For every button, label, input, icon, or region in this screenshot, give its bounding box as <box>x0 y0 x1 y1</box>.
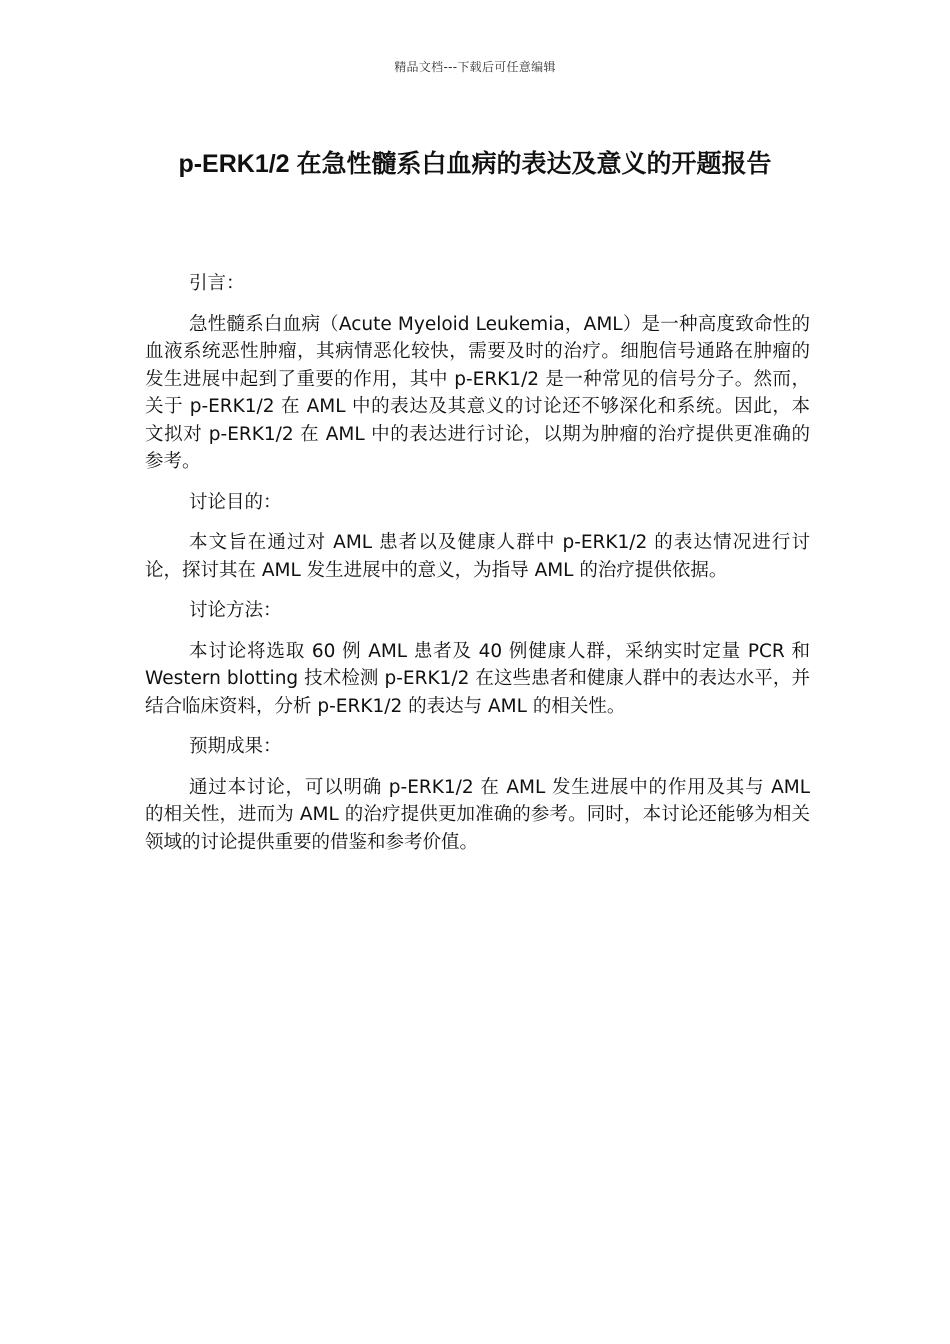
section-text-expected-results: 通过本讨论，可以明确 p-ERK1/2 在 AML 发生进展中的作用及其与 AML 的相关性，进而为 AML 的治疗提供更加准确的参考。同时，本讨论还能够为相关领域的讨论提供重要的借鉴和参考价值。 <box>145 776 810 853</box>
document-title: p-ERK1/2 在急性髓系白血病的表达及意义的开题报告 <box>178 150 772 178</box>
section-heading-introduction: 引言： <box>189 273 245 294</box>
section-heading-methods: 讨论方法： <box>189 600 282 621</box>
section-text-methods: 本讨论将选取 60 例 AML 患者及 40 例健康人群，采纳实时定量 PCR 和 Western blotting 技术检测 p-ERK1/2 在这些患者和健康人群中的表达水平，并结合临床资料，分析 p-ERK1/2 的表达与 AML 的相关性。 <box>145 640 810 717</box>
header-note: 精品文档---下载后可任意编辑 <box>394 60 556 74</box>
section-text-purpose: 本文旨在通过对 AML 患者以及健康人群中 p-ERK1/2 的表达情况进行讨论，探讨其在 AML 发生进展中的意义，为指导 AML 的治疗提供依据。 <box>145 532 810 581</box>
document-body <box>145 270 810 869</box>
section-heading-purpose: 讨论目的： <box>189 491 282 513</box>
section-text-introduction: 急性髓系白血病（Acute Myeloid Leukemia，AML）是一种高度致命性的血液系统恶性肿瘤，其病情恶化较快，需要及时的治疗。细胞信号通路在肿瘤的发生进展中起到了重要的作用，其中 p-ERK1/2 是一种常见的信号分子。然而，关于 p-ERK1/2 在 AML 中的表达及其意义的讨论还不够深化和系统。因此，本文拟对 p-ERK1/2 在 AML 中的表达进行讨论，以期为肿瘤的治疗提供更准确的参考。 <box>145 313 810 472</box>
section-heading-expected-results: 预期成果： <box>189 736 282 757</box>
